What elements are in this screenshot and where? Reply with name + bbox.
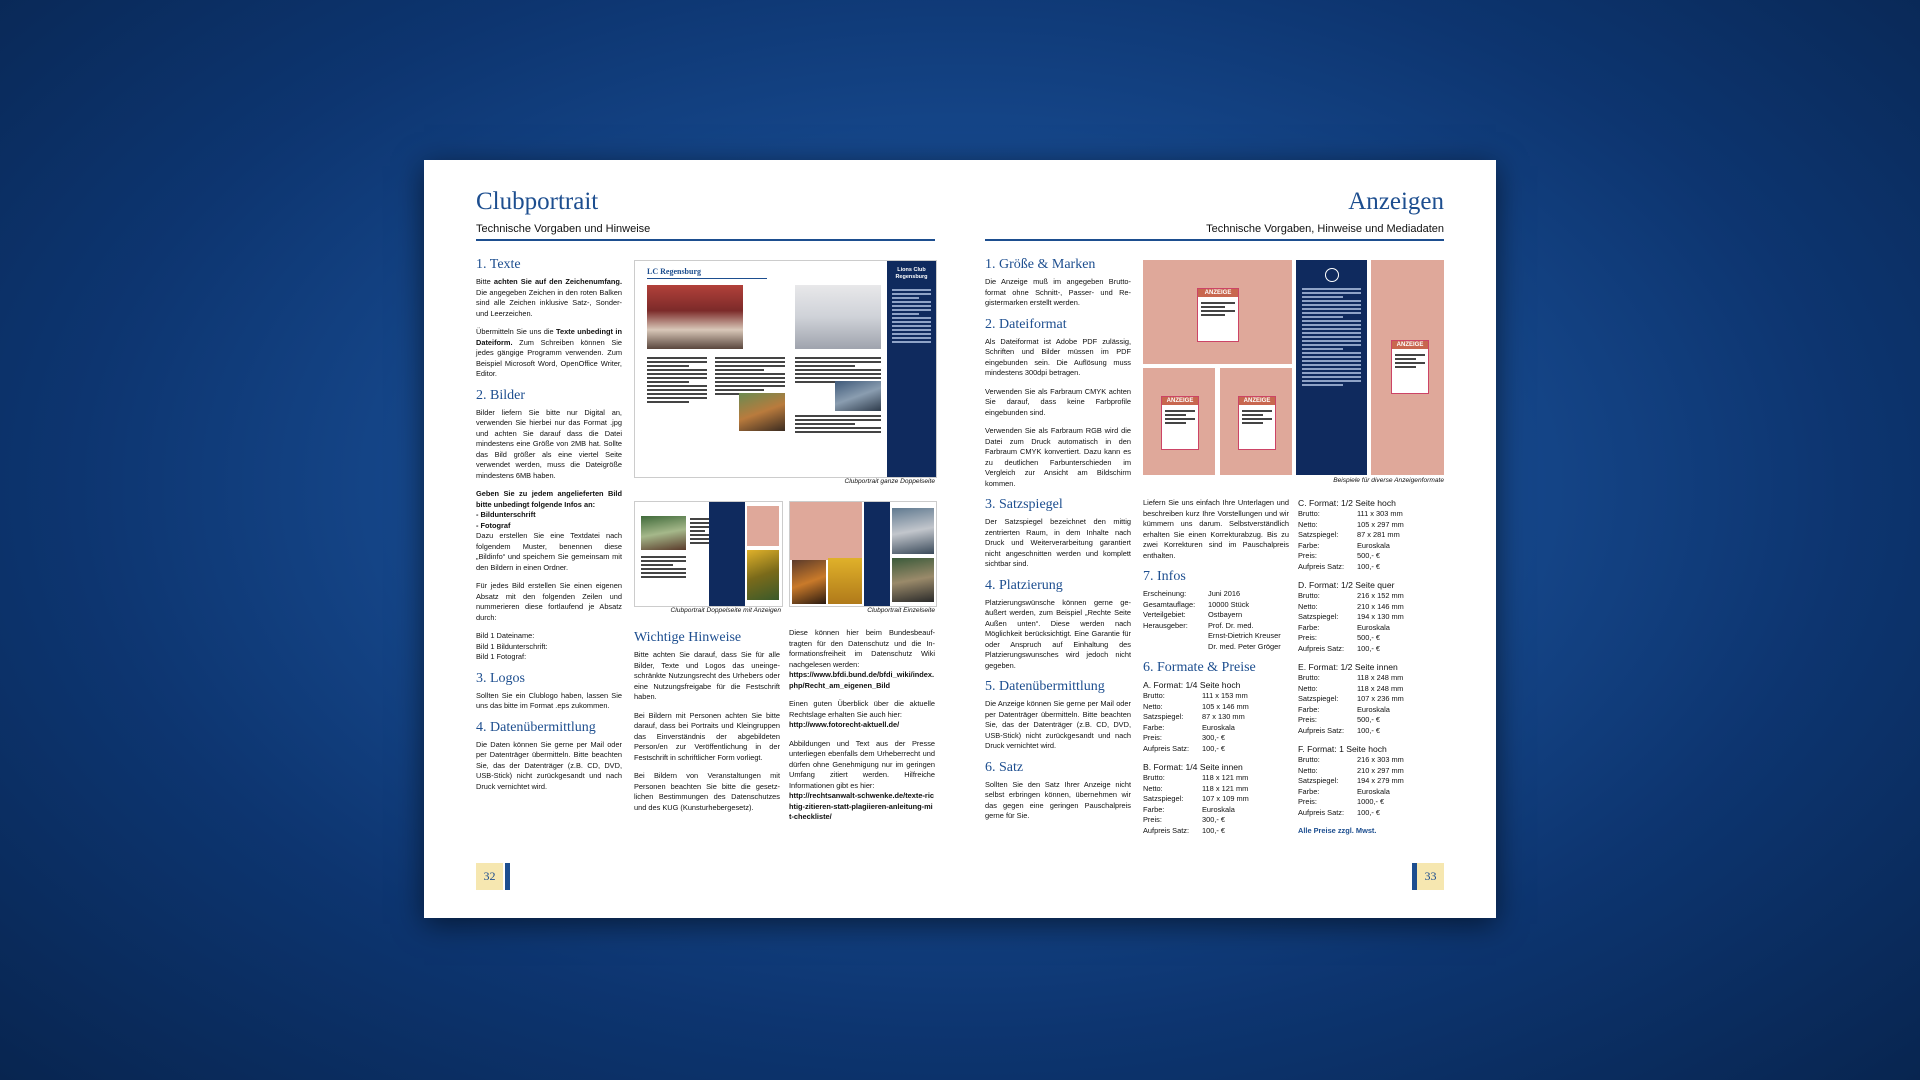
format-key: Aufpreis Satz: [1298, 807, 1345, 817]
format-row [1298, 633, 1444, 644]
format-key: Satzspiegel: [1298, 694, 1339, 703]
format-row [1143, 702, 1289, 713]
format-title: D. Format: 1/2 Seite quer [1298, 580, 1395, 590]
format-title: F. Format: 1 Seite hoch [1298, 744, 1387, 754]
format-row [1298, 673, 1444, 684]
format-value: 100,- € [1202, 825, 1226, 835]
thumbnail-sidebar [887, 261, 936, 477]
format-value: 105 x 297 mm [1357, 519, 1404, 529]
format-block [1143, 762, 1289, 836]
small-photo-2 [835, 381, 881, 411]
format-row [1298, 726, 1444, 737]
format-value: 500,- € [1357, 551, 1381, 560]
section-heading-dateiformat: 2. Dateiformat [985, 316, 1067, 332]
format-value: 100,- € [1202, 743, 1226, 753]
datenuebermittlung-paragraph: Die Daten können Sie gerne per Mail oder per Datenträger übermitteln. Bitte beachten Sie, das der Datenträger (z.B. CD, DVD, USB-Stick) nicht zurückgesandt und nach Druck vernichtet wird. [476, 739, 622, 791]
format-value: 194 x 130 mm [1357, 612, 1404, 621]
format-row [1298, 530, 1444, 541]
format-row [1143, 784, 1289, 795]
format-value: 210 x 146 mm [1357, 601, 1404, 611]
format-key: Brutto: [1143, 773, 1165, 782]
format-row [1298, 602, 1444, 613]
hinweise-paragraph-3: Bei Bildern von Veranstaltungen mit Personen beachten Sie bitte die gesetzlichen Bestimmungen des Datenschutzes und des KUG (Kunsturhebergesetz). [634, 771, 780, 812]
format-row [1143, 773, 1289, 784]
section-heading-datenuebermittlung: 5. Datenübermittlung [985, 679, 1105, 694]
ad-examples-caption: Beispiele für diverse Anzeigenformate [1333, 477, 1444, 484]
page-subtitle: Technische Vorgaben, Hinweise und Mediadaten [1206, 223, 1444, 235]
info-value: Ostbayern [1208, 610, 1243, 619]
format-value: 194 x 279 mm [1357, 776, 1404, 785]
intro-paragraph: Liefern Sie uns einfach Ihre Unterlagen und beschreiben kurz Ihre Vorstellungen und wir kümmern uns darum. Selbstverständlich erhalten Sie einen Korrekturabzug. Bis zu zwei Korrekturen sind im Pauschalpreis enthalten. [1143, 498, 1289, 560]
datenuebermittlung-paragraph: Die Anzeige können Sie gerne per Mail oder per Datenträger übermitteln. Bitte beachten Sie, das der Datenträger (z.B. CD, DVD, USB-Stick) nicht zurückgesandt und nach Druck vernichtet wird. [985, 699, 1131, 750]
page-title: Anzeigen [1348, 188, 1444, 215]
info-key: Verteilgebiet: [1143, 610, 1186, 619]
format-row [1298, 715, 1444, 726]
format-value: 100,- € [1357, 643, 1381, 653]
format-value: 107 x 236 mm [1357, 694, 1404, 703]
format-key: Preis: [1143, 815, 1162, 824]
info-row [1143, 610, 1289, 621]
format-value: 300,- € [1202, 733, 1226, 742]
page-number-bar [505, 863, 510, 890]
clubportrait-with-ads-thumbnail [634, 501, 783, 607]
format-key: Satzspiegel: [1298, 776, 1339, 785]
format-value: 100,- € [1357, 725, 1381, 735]
format-key: Satzspiegel: [1143, 712, 1184, 721]
format-block [1298, 662, 1444, 736]
section-heading-texte: 1. Texte [476, 257, 521, 272]
thumbnail-sidebar-title: Lions Club Regensburg [895, 267, 928, 280]
format-key: Netto: [1143, 783, 1163, 793]
section-heading-platzierung: 4. Platzierung [985, 577, 1063, 593]
dateiformat-paragraph-1: Als Dateiformat ist Adobe PDF zulässig, Schriften und Bilder müssen im PDF eingebunden sein. Die Auflösung muss mindestens 300dpi betragen. [985, 336, 1131, 377]
format-key: Satzspiegel: [1143, 794, 1184, 803]
format-row [1298, 808, 1444, 819]
format-value: 87 x 281 mm [1357, 530, 1400, 539]
format-value: 118 x 248 mm [1357, 673, 1404, 682]
format-value: Euroskala [1357, 540, 1390, 550]
page-subtitle: Technische Vorgaben und Hinweise [476, 223, 651, 235]
format-row [1298, 509, 1444, 520]
ad-sample-2: ANZEIGE [1161, 396, 1199, 450]
format-key: Preis: [1298, 633, 1317, 642]
brochure-spread [424, 160, 1496, 918]
format-value: Euroskala [1202, 804, 1235, 814]
info-row [1143, 600, 1289, 611]
event-photo [647, 285, 743, 349]
format-row [1298, 797, 1444, 808]
format-key: Satzspiegel: [1298, 530, 1339, 539]
format-key: Farbe: [1143, 722, 1165, 732]
texte-paragraph-1: Bitte achten Sie auf den Zeichenumfang. Die angegeben Zeichen in den roten Balken sind alle Zeichen inklusive Satz-, Sonder- und Leerzeichen. [476, 277, 622, 318]
format-value: 118 x 121 mm [1202, 783, 1249, 793]
format-block [1298, 580, 1444, 654]
info-key: Gesamtauflage: [1143, 599, 1196, 609]
thumbnail-caption-bottom-left: Clubportrait Doppelseite mit Anzeigen [670, 607, 781, 614]
format-key: Netto: [1298, 765, 1318, 775]
hinweise-column-2 [789, 628, 935, 831]
ad-sample-4: ANZEIGE [1391, 340, 1429, 394]
format-key: Aufpreis Satz: [1143, 825, 1190, 835]
section-heading-logos: 3. Logos [476, 670, 525, 686]
clubportrait-single-page-thumbnail [789, 501, 937, 607]
section-heading-satz: 6. Satz [985, 759, 1024, 775]
format-row [1298, 766, 1444, 777]
link-schwenke[interactable]: http://rechtsanwalt-schwenke.de/texte-richtig-zitieren-statt-plagiieren-anleitung-mit-checkliste/ [789, 791, 934, 821]
format-value: 100,- € [1357, 807, 1381, 817]
format-row [1298, 684, 1444, 695]
link-bfdi[interactable]: https://www.bfdi.bund.de/bfdi_wiki/index.php/Recht_am_eigenen_Bild [789, 670, 935, 690]
info-key [1143, 631, 1208, 642]
format-value: 210 x 297 mm [1357, 765, 1404, 775]
format-row [1143, 815, 1289, 826]
info-value: Ernst-Dietrich Kreuser [1208, 631, 1281, 640]
format-value: 111 x 153 mm [1202, 691, 1248, 700]
info-row [1143, 589, 1289, 600]
satzspiegel-paragraph: Der Satzspiegel bezeichnet den mittig zentrierten Raum, in dem Inhalte nach Druck und Weiterverarbeitung garantiert nicht angeschnitten werden und komplett sichtbar sind. [985, 517, 1131, 568]
format-row [1143, 733, 1289, 744]
thumbnail-logo-title: LC Regensburg [647, 267, 702, 276]
format-value: 118 x 121 mm [1202, 773, 1249, 782]
bilder-paragraph-3: Für jedes Bild erstellen Sie einen eigenen Absatz mit den folgenden Zeilen und nummerieren diese fortlaufend je Absatz durch: [476, 581, 622, 622]
format-key: Netto: [1298, 601, 1318, 611]
format-key: Farbe: [1298, 786, 1320, 796]
format-title: C. Format: 1/2 Seite hoch [1298, 498, 1396, 508]
bilder-paragraph-4: Bild 1 Dateiname: Bild 1 Bildunterschrift: Bild 1 Fotograf: [476, 631, 548, 661]
format-key: Preis: [1298, 797, 1317, 806]
dateiformat-paragraph-3: Verwenden Sie als Farbraum RGB wird die Datei zum Druck automatisch in den Farbraum CMYK konvertiert. Dazu kann es zu deutlichen Farbunterschieden im Vergleich zur Ansicht am Bildschirm kommen. [985, 426, 1131, 488]
format-key: Netto: [1298, 683, 1318, 693]
hinweise-paragraph-4: Diese können hier beim Bundesbeauftragten für den Datenschutz und die Informationsfreiheit im Datenschutz Wiki nachgelesen werden: https://www.bfdi.bund.de/bfdi_wiki/index.php/Recht_am_eigenen_Bild [789, 628, 935, 690]
ad-formats-example-image [1143, 260, 1444, 475]
info-key: Erscheinung: [1143, 589, 1187, 598]
format-row [1143, 691, 1289, 702]
groesse-paragraph: Die Anzeige muß im angegeben Bruttoformat ohne Schnitt-, Passer- und Registermarken erstellt werden. [985, 277, 1131, 307]
format-row [1298, 623, 1444, 634]
format-row [1298, 644, 1444, 655]
ad-sample-1: ANZEIGE [1197, 288, 1239, 342]
thumbnail-caption-bottom-right: Clubportrait Einzelseite [867, 607, 935, 614]
formats-list-2 [1298, 498, 1444, 818]
formats-column [1298, 498, 1444, 837]
thumbnail-caption-top: Clubportrait ganze Doppelseite [844, 478, 935, 485]
format-key: Brutto: [1298, 755, 1320, 764]
format-row [1298, 694, 1444, 705]
format-value: 111 x 303 mm [1357, 509, 1403, 518]
section-heading-formate: 6. Formate & Preise [1143, 660, 1256, 675]
format-value: 100,- € [1357, 561, 1381, 571]
section-heading-datenuebermittlung: 4. Datenübermittlung [476, 719, 596, 735]
hinweise-paragraph-6: Abbildungen und Text aus der Presse unterliegen ebenfalls dem Urheberrecht und dürfen ohne Genehmigung nur im geringen Umfang zitiert werden. Hilfreiche Informationen gibt es hier: http://rechtsanwalt-schwenke.de/texte-richtig-zitieren-statt-plagiieren-anleitung-mit-checkliste/ [789, 738, 935, 821]
section-heading-bilder: 2. Bilder [476, 387, 525, 403]
format-key: Preis: [1298, 715, 1317, 724]
format-title: B. Format: 1/4 Seite innen [1143, 762, 1243, 772]
bilder-paragraph-2: Geben Sie zu jedem angelieferten Bild bitte unbedingt folgende Infos an: - Bildunterschrift - Fotograf Dazu erstellen Sie eine Textdatei nach folgendem Muster, benennen diese „Bildinfo“ und speichern Sie gemeinsam mit den Bildern in einen Ordner. [476, 489, 622, 572]
format-row [1298, 551, 1444, 562]
format-key: Brutto: [1298, 509, 1320, 518]
format-value: 107 x 109 mm [1202, 794, 1249, 803]
clubportrait-double-page-thumbnail [634, 260, 937, 478]
format-value: 500,- € [1357, 633, 1381, 642]
format-block [1298, 498, 1444, 572]
format-key: Aufpreis Satz: [1298, 561, 1345, 571]
format-key: Netto: [1143, 701, 1163, 711]
format-key: Preis: [1143, 733, 1162, 742]
small-photo [739, 393, 785, 431]
info-row [1143, 621, 1289, 632]
left-text-column [476, 255, 622, 800]
format-value: 105 x 146 mm [1202, 701, 1249, 711]
title-rule [985, 239, 1444, 241]
left-page [424, 160, 960, 918]
format-row [1298, 755, 1444, 766]
price-note: Alle Preise zzgl. Mwst. [1298, 826, 1377, 835]
title-rule [476, 239, 935, 241]
format-key: Preis: [1298, 551, 1317, 560]
format-value: Euroskala [1357, 786, 1390, 796]
info-value: Prof. Dr. med. [1208, 620, 1254, 630]
infos-table [1143, 589, 1289, 652]
format-key: Aufpreis Satz: [1298, 643, 1345, 653]
logos-paragraph: Sollten Sie ein Clublogo haben, lassen Sie uns das bitte im Format .eps zukommen. [476, 690, 622, 710]
info-value: Dr. med. Peter Gröger [1208, 641, 1281, 651]
info-key: Herausgeber: [1143, 620, 1188, 630]
format-row [1143, 794, 1289, 805]
texte-paragraph-2: Übermitteln Sie uns die Texte unbedingt in Dateiform. Zum Schreiben können Sie jedes gängige Programm verwenden. Zum Beispiel Microsoft Word, OpenOffice Writer, Editor. [476, 327, 622, 378]
format-value: 216 x 152 mm [1357, 591, 1404, 600]
format-key: Farbe: [1298, 540, 1320, 550]
format-key: Brutto: [1298, 673, 1320, 682]
info-key [1143, 642, 1208, 653]
ad-sample-3: ANZEIGE [1238, 396, 1276, 450]
page-title: Clubportrait [476, 188, 599, 215]
page-number: 33 [1417, 863, 1444, 890]
format-value: 87 x 130 mm [1202, 712, 1245, 721]
format-key: Satzspiegel: [1298, 612, 1339, 621]
format-value: 300,- € [1202, 815, 1226, 824]
info-row [1143, 631, 1289, 642]
thumbnail-text-lines [647, 355, 707, 405]
satz-paragraph: Sollten Sie den Satz Ihrer Anzeige nicht selbst erbringen können, übernehmen wir das gegen eine geringen Pauschalpreis gerne für Sie. [985, 779, 1131, 820]
format-row [1143, 744, 1289, 755]
section-heading-infos: 7. Infos [1143, 569, 1186, 584]
format-key: Aufpreis Satz: [1298, 725, 1345, 735]
format-value: 216 x 303 mm [1357, 755, 1404, 764]
format-row [1143, 805, 1289, 816]
format-block [1143, 680, 1289, 754]
format-value: 118 x 248 mm [1357, 683, 1404, 693]
info-value: 10000 Stück [1208, 599, 1250, 609]
format-row [1298, 612, 1444, 623]
right-page [960, 160, 1496, 918]
info-row [1143, 642, 1289, 653]
format-value: 1000,- € [1357, 797, 1385, 806]
format-row [1298, 520, 1444, 531]
format-value: Euroskala [1357, 704, 1390, 714]
format-value: 500,- € [1357, 715, 1381, 724]
format-key: Farbe: [1298, 622, 1320, 632]
hinweise-paragraph-5: Einen guten Überblick über die aktuelle Rechtslage erhalten Sie auch hier: http://www.fotorecht-aktuell.de/ [789, 699, 935, 729]
formats-list-1 [1143, 680, 1289, 836]
section-heading-hinweise: Wichtige Hinweise [634, 630, 742, 645]
hinweise-paragraph-1: Bitte achten Sie darauf, dass Sie für alle Bilder, Texte und Logos das uneingeschränkte Nutzungsrecht des Urhebers oder eine Nutzungsfreigabe für die Festschrift haben. [634, 650, 780, 701]
dateiformat-paragraph-2: Verwenden Sie als Farbraum CMYK achten Sie darauf, dass keine Farbprofile eingebunden sind. [985, 386, 1131, 417]
format-row [1298, 787, 1444, 798]
format-row [1298, 591, 1444, 602]
format-key: Netto: [1298, 519, 1318, 529]
format-key: Brutto: [1143, 691, 1165, 700]
format-title: A. Format: 1/4 Seite hoch [1143, 680, 1241, 690]
bilder-paragraph-1: Bilder liefern Sie bitte nur Digital an, verwenden Sie hierbei nur das Format .jpg und achten Sie darauf dass die Datei mindestens eine Größe von 2MB hat. Sollte das Bild größer als eine viertel Seite verwendet werden, muss die Dateigröße mindestens 6MB haben. [476, 407, 622, 480]
format-row [1143, 723, 1289, 734]
hinweise-column-1 [634, 628, 780, 821]
format-title: E. Format: 1/2 Seite innen [1298, 662, 1398, 672]
format-row [1298, 562, 1444, 573]
format-row [1298, 705, 1444, 716]
format-block [1298, 744, 1444, 818]
format-key: Brutto: [1298, 591, 1320, 600]
right-text-column [985, 255, 1131, 830]
section-heading-groesse: 1. Größe & Marken [985, 257, 1096, 272]
hinweise-paragraph-2: Bei Bildern mit Personen achten Sie bitte darauf, dass bei Portraits und Kleingruppen das Einverständnis der abgebildeten Person/en zur Veröffentlichung in der Festschrift in schriftlicher Form vorliegt. [634, 710, 780, 762]
page-number: 32 [476, 863, 503, 890]
format-key: Farbe: [1298, 704, 1320, 714]
platzierung-paragraph: Platzierungswünsche können gerne geäußert werden, zum Beispiel „Rechte Seite Außen unten“. Diese werden nach Möglichkeit berücksichtigt. Eine Garantie für oder Anspruch auf Einhaltung des Platzierungswunsches wird jedoch nicht gegeben. [985, 597, 1131, 670]
info-value: Juni 2016 [1208, 589, 1241, 598]
section-heading-satzspiegel: 3. Satzspiegel [985, 497, 1063, 512]
infos-column [1143, 498, 1289, 844]
format-row [1143, 712, 1289, 723]
format-value: Euroskala [1202, 722, 1235, 732]
format-key: Aufpreis Satz: [1143, 743, 1190, 753]
format-row [1143, 826, 1289, 837]
link-fotorecht[interactable]: http://www.fotorecht-aktuell.de/ [789, 720, 900, 729]
format-key: Farbe: [1143, 804, 1165, 814]
format-row [1298, 541, 1444, 552]
tables-photo [795, 285, 881, 349]
format-row [1298, 776, 1444, 787]
format-value: Euroskala [1357, 622, 1390, 632]
